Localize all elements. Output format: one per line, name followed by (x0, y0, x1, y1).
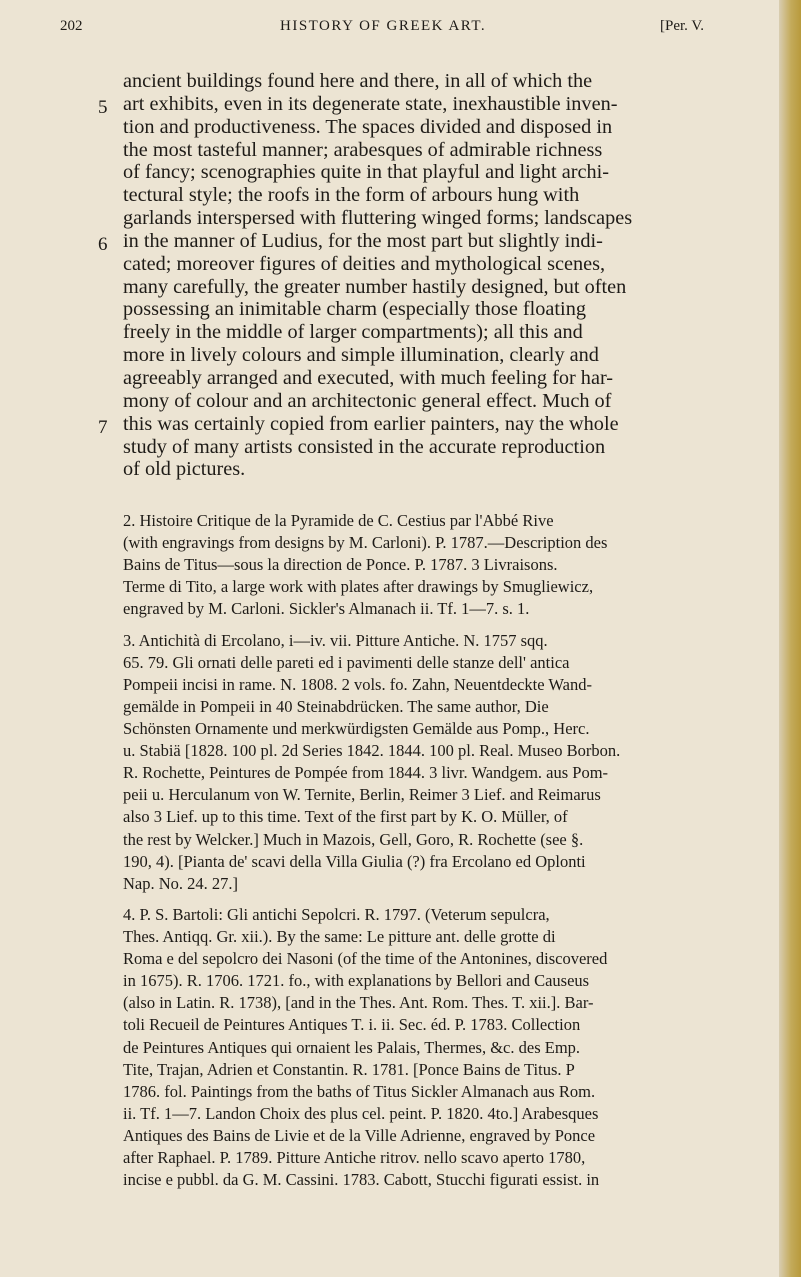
text-line: more in lively colours and simple illumination, clearly and (123, 344, 599, 367)
note-line: the rest by Welcker.] Much in Mazois, Gell, Goro, R. Rochette (see §. (123, 829, 584, 849)
note-line: in 1675). R. 1706. 1721. fo., with explanations by Bellori and Causeus (123, 971, 590, 991)
text-line: ancient buildings found here and there, in all of which the (123, 70, 593, 92)
text-line: cated; moreover figures of deities and mythological scenes, (123, 252, 606, 275)
note-line: Roma e del sepolcro dei Nasoni (of the time of the Antonines, discovered (123, 949, 608, 969)
text-line: the most tasteful manner; arabesques of admirable richness (123, 138, 603, 161)
text-line: tectural style; the roofs in the form of arbours hung with (123, 184, 580, 207)
running-title: HISTORY OF GREEK ART. (280, 18, 487, 34)
note-line: 65. 79. Gli ornati delle pareti ed i pavimenti delle stanze dell' antica (123, 652, 570, 672)
note-line: Antiques des Bains de Livie et de la Ville Adrienne, engraved by Ponce (123, 1125, 596, 1145)
text-line: possessing an inimitable charm (especially those floating (123, 298, 586, 321)
note-line: toli Recueil de Peintures Antiques T. i. ii. Sec. éd. P. 1783. Collection (123, 1015, 581, 1035)
text-line: of old pictures. (123, 458, 246, 481)
note-line: incise e pubbl. da G. M. Cassini. 1783. Cabott, Stucchi figurati essist. in (123, 1170, 600, 1190)
note-line: Tite, Trajan, Adrien et Constantin. R. 1781. [Ponce Bains de Titus. P (123, 1059, 575, 1079)
page-edge (779, 0, 801, 1277)
note-line: Nap. No. 24. 27.] (123, 873, 239, 893)
note-line: Pompeii incisi in rame. N. 1808. 2 vols. fo. Zahn, Neuentdeckte Wand- (123, 674, 592, 694)
page-number: 202 (60, 18, 83, 34)
note-line: gemälde in Pompeii in 40 Steinabdrücken. The same author, Die (123, 696, 549, 716)
text-line: this was certainly copied from earlier painters, nay the whole (123, 412, 619, 435)
note-line: Terme di Tito, a large work with plates after drawings by Smugliewicz, (123, 577, 594, 597)
note-line: peii u. Herculanum von W. Ternite, Berlin, Reimer 3 Lief. and Reimarus (123, 785, 601, 805)
note-line: R. Rochette, Peintures de Pompée from 1844. 3 livr. Wandgem. aus Pom- (123, 763, 609, 783)
text-line: many carefully, the greater number hastily designed, but often (123, 275, 627, 298)
margin-number: 6 (98, 234, 108, 255)
note-line: after Raphael. P. 1789. Pitture Antiche ritrov. nello scavo aperto 1780, (123, 1148, 586, 1168)
text-line: agreeably arranged and executed, with much feeling for har- (123, 366, 614, 389)
note-line: 3. Antichità di Ercolano, i—iv. vii. Pitture Antiche. N. 1757 sqq. (123, 630, 548, 650)
note-line: 190, 4). [Pianta de' scavi della Villa Giulia (?) fra Ercolano ed Oplonti (123, 851, 586, 871)
text-line: mony of colour and an architectonic general effect. Much of (123, 389, 612, 412)
footnote-3 (123, 630, 763, 895)
note-line: Thes. Antiqq. Gr. xii.). By the same: Le pitture ant. delle grotte di (123, 926, 556, 946)
note-line: u. Stabiä [1828. 100 pl. 2d Series 1842. 1844. 100 pl. Real. Museo Borbon. (123, 741, 621, 761)
note-line: Schönsten Ornamente und merkwürdigsten Gemälde aus Pomp., Herc. (123, 718, 590, 738)
page-header (60, 10, 770, 40)
note-line: de Peintures Antiques qui ornaient les Palais, Thermes, &c. des Emp. (123, 1037, 581, 1057)
margin-number: 5 (98, 97, 108, 118)
text-line: tion and productiveness. The spaces divided and disposed in (123, 115, 613, 138)
main-text (123, 70, 763, 481)
text-line: freely in the middle of larger compartments); all this and (123, 321, 583, 344)
text-line: in the manner of Ludius, for the most part but slightly indi- (123, 229, 603, 252)
note-line: engraved by M. Carloni. Sickler's Almanach ii. Tf. 1—7. s. 1. (123, 599, 530, 619)
note-line: Bains de Titus—sous la direction de Ponce. P. 1787. 3 Livraisons. (123, 555, 558, 575)
footnote-2 (123, 510, 763, 621)
note-line: 4. P. S. Bartoli: Gli antichi Sepolcri. R. 1797. (Veterum sepulcra, (123, 904, 550, 924)
note-line: 2. Histoire Critique de la Pyramide de C. Cestius par l'Abbé Rive (123, 511, 554, 530)
text-line: garlands interspersed with fluttering winged forms; landscapes (123, 207, 633, 230)
note-line: also 3 Lief. up to this time. Text of the first part by K. O. Müller, of (123, 807, 568, 827)
note-line: (with engravings from designs by M. Carloni). P. 1787.—Description des (123, 533, 608, 553)
text-line: art exhibits, even in its degenerate state, inexhaustible inven- (123, 92, 618, 115)
margin-number: 7 (98, 417, 108, 438)
note-line: ii. Tf. 1—7. Landon Choix des plus cel. peint. P. 1820. 4to.] Arabesques (123, 1103, 599, 1123)
footnotes (123, 510, 763, 1191)
footnote-4 (123, 904, 763, 1191)
text-line: study of many artists consisted in the accurate reproduction (123, 435, 606, 458)
note-line: 1786. fol. Paintings from the baths of Titus Sickler Almanach aus Rom. (123, 1081, 596, 1101)
text-line: of fancy; scenographies quite in that playful and light archi- (123, 161, 610, 184)
note-line: (also in Latin. R. 1738), [and in the Thes. Ant. Rom. Thes. T. xii.]. Bar- (123, 993, 594, 1013)
chapter-label: [Per. V. (660, 18, 705, 34)
